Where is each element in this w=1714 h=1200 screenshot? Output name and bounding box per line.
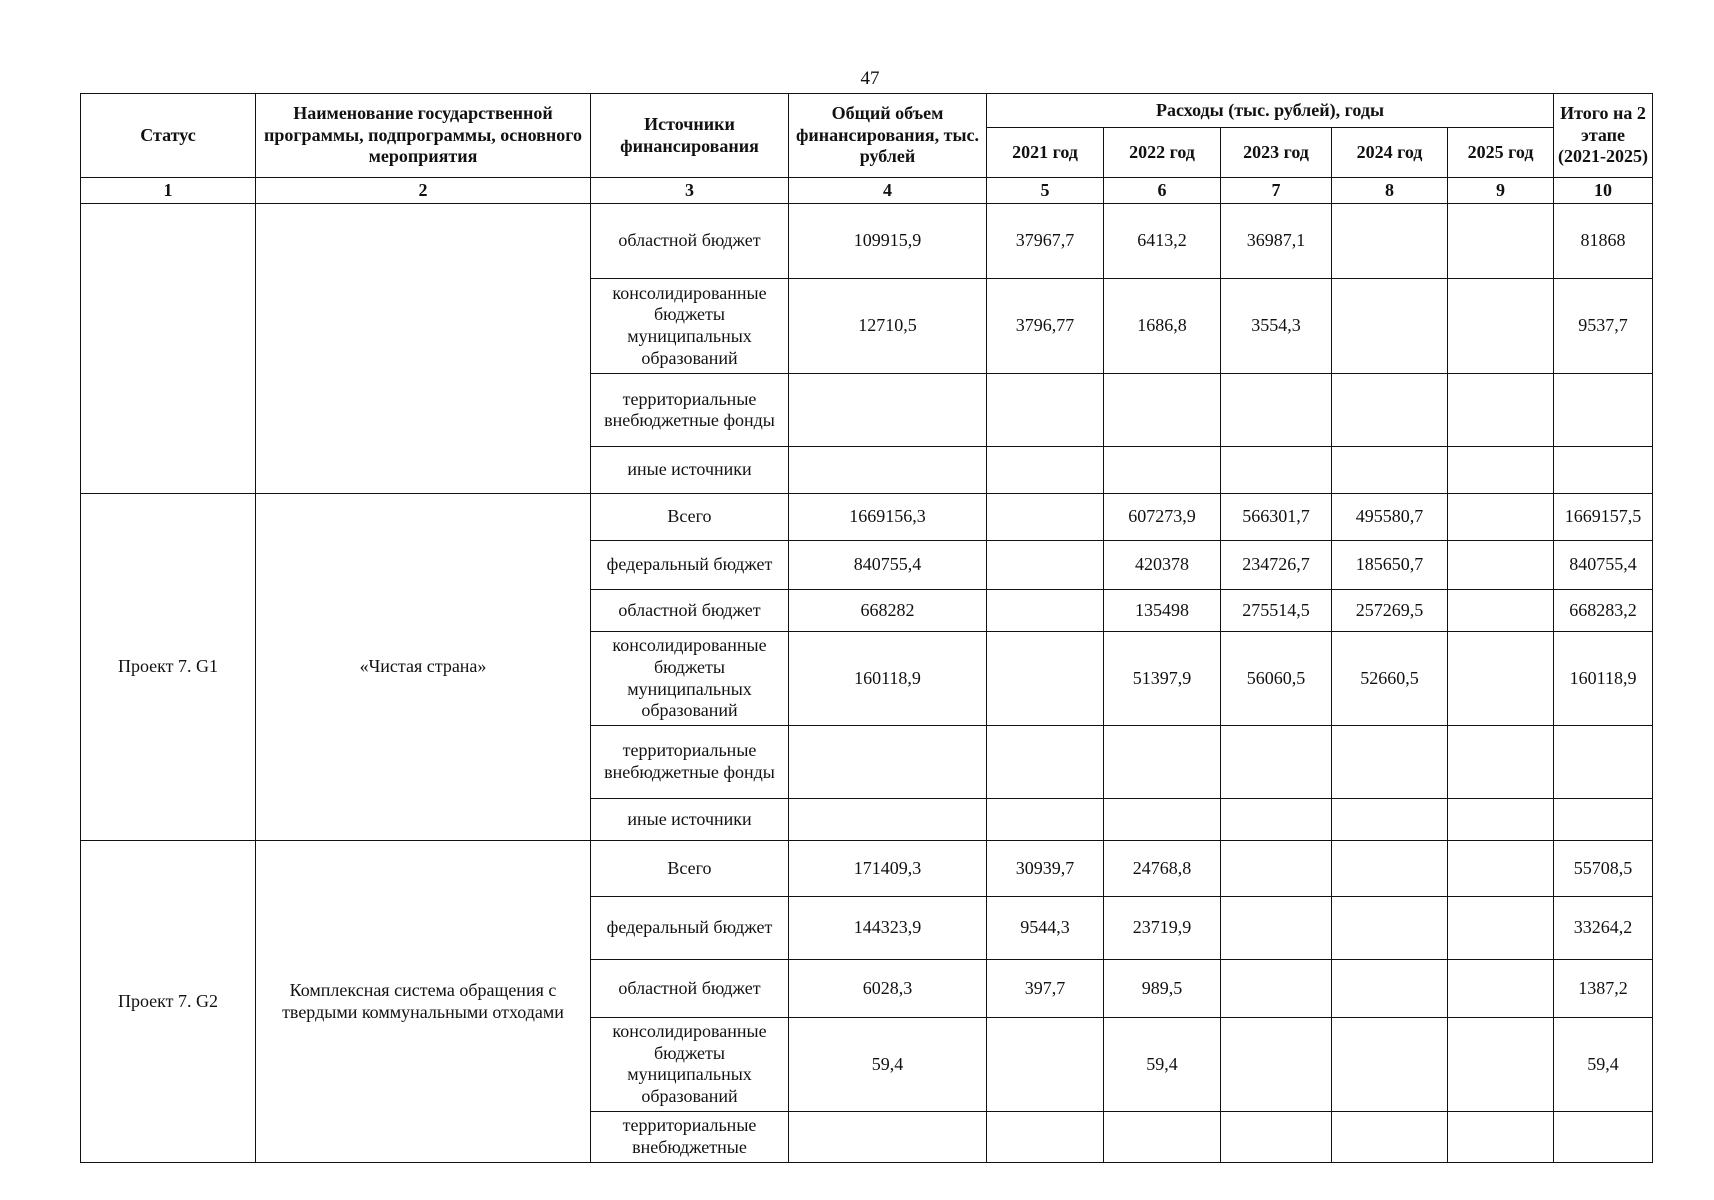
value-cell bbox=[1448, 841, 1554, 896]
value-cell: 668282 bbox=[789, 589, 987, 632]
value-cell bbox=[1554, 726, 1653, 798]
header-year: 2023 год bbox=[1221, 128, 1332, 178]
value-cell bbox=[1104, 726, 1221, 798]
program-name-cell: «Чистая страна» bbox=[256, 493, 591, 840]
status-cell: Проект 7. G1 bbox=[81, 493, 256, 840]
funding-source-cell: Всего bbox=[591, 841, 789, 896]
value-cell bbox=[1332, 896, 1448, 960]
value-cell bbox=[987, 1017, 1104, 1111]
table-row bbox=[81, 204, 1653, 279]
funding-source-cell: федеральный бюджет bbox=[591, 896, 789, 960]
header-total: Общий объем финансирования, тыс. рублей bbox=[789, 94, 987, 178]
column-number: 9 bbox=[1448, 178, 1554, 204]
value-cell bbox=[1332, 446, 1448, 493]
value-cell bbox=[1448, 960, 1554, 1018]
value-cell bbox=[1448, 446, 1554, 493]
value-cell: 36987,1 bbox=[1221, 204, 1332, 279]
value-cell bbox=[1221, 374, 1332, 446]
program-name-cell bbox=[256, 204, 591, 494]
funding-source-cell: консолидированные бюджеты муниципальных образований bbox=[591, 1017, 789, 1111]
value-cell: 171409,3 bbox=[789, 841, 987, 896]
value-cell bbox=[987, 446, 1104, 493]
column-number: 1 bbox=[81, 178, 256, 204]
value-cell: 9537,7 bbox=[1554, 278, 1653, 374]
funding-source-cell: областной бюджет bbox=[591, 589, 789, 632]
value-cell bbox=[1221, 446, 1332, 493]
value-cell: 840755,4 bbox=[1554, 540, 1653, 589]
value-cell: 989,5 bbox=[1104, 960, 1221, 1018]
value-cell bbox=[1448, 278, 1554, 374]
value-cell: 6413,2 bbox=[1104, 204, 1221, 279]
value-cell bbox=[1554, 1111, 1653, 1162]
value-cell: 51397,9 bbox=[1104, 632, 1221, 726]
value-cell bbox=[1448, 374, 1554, 446]
value-cell bbox=[1104, 1111, 1221, 1162]
header-year: 2024 год bbox=[1332, 128, 1448, 178]
value-cell bbox=[1221, 726, 1332, 798]
value-cell: 55708,5 bbox=[1554, 841, 1653, 896]
value-cell: 135498 bbox=[1104, 589, 1221, 632]
value-cell bbox=[987, 589, 1104, 632]
value-cell bbox=[789, 726, 987, 798]
value-cell bbox=[789, 798, 987, 841]
value-cell bbox=[987, 493, 1104, 540]
value-cell bbox=[1332, 204, 1448, 279]
value-cell bbox=[1104, 798, 1221, 841]
value-cell bbox=[1448, 540, 1554, 589]
header-status: Статус bbox=[81, 94, 256, 178]
value-cell: 30939,7 bbox=[987, 841, 1104, 896]
header-year: 2022 год bbox=[1104, 128, 1221, 178]
value-cell: 1686,8 bbox=[1104, 278, 1221, 374]
value-cell bbox=[789, 374, 987, 446]
value-cell: 52660,5 bbox=[1332, 632, 1448, 726]
status-cell: Проект 7. G2 bbox=[81, 841, 256, 1163]
value-cell: 33264,2 bbox=[1554, 896, 1653, 960]
value-cell bbox=[1554, 798, 1653, 841]
value-cell bbox=[1221, 896, 1332, 960]
column-number: 10 bbox=[1554, 178, 1653, 204]
funding-source-cell: иные источники bbox=[591, 798, 789, 841]
budget-table bbox=[80, 93, 1653, 1163]
value-cell: 234726,7 bbox=[1221, 540, 1332, 589]
value-cell bbox=[1104, 446, 1221, 493]
value-cell bbox=[1448, 632, 1554, 726]
funding-source-cell: областной бюджет bbox=[591, 960, 789, 1018]
value-cell: 6028,3 bbox=[789, 960, 987, 1018]
value-cell: 3554,3 bbox=[1221, 278, 1332, 374]
funding-source-cell: консолидированные бюджеты муниципальных образований bbox=[591, 278, 789, 374]
funding-source-cell: иные источники bbox=[591, 446, 789, 493]
value-cell bbox=[789, 1111, 987, 1162]
header-program: Наименование государственной программы, подпрограммы, основного мероприятия bbox=[256, 94, 591, 178]
value-cell bbox=[987, 374, 1104, 446]
value-cell bbox=[987, 1111, 1104, 1162]
value-cell bbox=[1332, 726, 1448, 798]
value-cell bbox=[987, 798, 1104, 841]
value-cell: 160118,9 bbox=[789, 632, 987, 726]
column-number: 6 bbox=[1104, 178, 1221, 204]
value-cell bbox=[1332, 841, 1448, 896]
value-cell bbox=[1448, 726, 1554, 798]
value-cell bbox=[1221, 1111, 1332, 1162]
value-cell bbox=[1554, 374, 1653, 446]
value-cell bbox=[1448, 1111, 1554, 1162]
value-cell bbox=[1448, 1017, 1554, 1111]
value-cell: 109915,9 bbox=[789, 204, 987, 279]
table-row bbox=[81, 493, 1653, 540]
value-cell: 1669157,5 bbox=[1554, 493, 1653, 540]
funding-source-cell: территориальные внебюджетные фонды bbox=[591, 374, 789, 446]
table-header bbox=[81, 94, 1653, 204]
funding-source-cell: территориальные внебюджетные фонды bbox=[591, 726, 789, 798]
value-cell: 495580,7 bbox=[1332, 493, 1448, 540]
value-cell: 9544,3 bbox=[987, 896, 1104, 960]
value-cell: 275514,5 bbox=[1221, 589, 1332, 632]
value-cell bbox=[1448, 589, 1554, 632]
value-cell bbox=[1332, 374, 1448, 446]
column-number: 8 bbox=[1332, 178, 1448, 204]
value-cell: 840755,4 bbox=[789, 540, 987, 589]
value-cell: 56060,5 bbox=[1221, 632, 1332, 726]
value-cell bbox=[1221, 798, 1332, 841]
header-itogo: Итого на 2 этапе (2021-2025) bbox=[1554, 94, 1653, 178]
value-cell: 1669156,3 bbox=[789, 493, 987, 540]
funding-source-cell: областной бюджет bbox=[591, 204, 789, 279]
value-cell: 59,4 bbox=[1554, 1017, 1653, 1111]
value-cell: 257269,5 bbox=[1332, 589, 1448, 632]
funding-source-cell: территориальные внебюджетные bbox=[591, 1111, 789, 1162]
value-cell: 24768,8 bbox=[1104, 841, 1221, 896]
value-cell bbox=[987, 726, 1104, 798]
value-cell bbox=[1332, 1111, 1448, 1162]
value-cell bbox=[1332, 798, 1448, 841]
value-cell: 566301,7 bbox=[1221, 493, 1332, 540]
value-cell bbox=[1448, 493, 1554, 540]
value-cell bbox=[1221, 960, 1332, 1018]
value-cell bbox=[1221, 841, 1332, 896]
value-cell: 185650,7 bbox=[1332, 540, 1448, 589]
value-cell: 1387,2 bbox=[1554, 960, 1653, 1018]
value-cell bbox=[1448, 798, 1554, 841]
funding-source-cell: федеральный бюджет bbox=[591, 540, 789, 589]
value-cell: 3796,77 bbox=[987, 278, 1104, 374]
value-cell bbox=[987, 540, 1104, 589]
program-name-cell: Комплексная система обращения с твердыми коммунальными отходами bbox=[256, 841, 591, 1163]
value-cell: 420378 bbox=[1104, 540, 1221, 589]
value-cell: 59,4 bbox=[1104, 1017, 1221, 1111]
column-number: 2 bbox=[256, 178, 591, 204]
value-cell: 37967,7 bbox=[987, 204, 1104, 279]
value-cell: 397,7 bbox=[987, 960, 1104, 1018]
value-cell: 12710,5 bbox=[789, 278, 987, 374]
value-cell bbox=[789, 446, 987, 493]
page-number: 47 bbox=[860, 68, 880, 89]
value-cell: 160118,9 bbox=[1554, 632, 1653, 726]
value-cell: 23719,9 bbox=[1104, 896, 1221, 960]
value-cell bbox=[1554, 446, 1653, 493]
value-cell bbox=[1332, 278, 1448, 374]
column-number: 3 bbox=[591, 178, 789, 204]
funding-source-cell: консолидированные бюджеты муниципальных образований bbox=[591, 632, 789, 726]
header-sources: Источники финансирования bbox=[591, 94, 789, 178]
status-cell bbox=[81, 204, 256, 494]
value-cell: 59,4 bbox=[789, 1017, 987, 1111]
value-cell: 668283,2 bbox=[1554, 589, 1653, 632]
value-cell bbox=[1448, 204, 1554, 279]
table-body bbox=[81, 204, 1653, 1163]
header-year: 2025 год bbox=[1448, 128, 1554, 178]
value-cell: 144323,9 bbox=[789, 896, 987, 960]
table-row bbox=[81, 841, 1653, 896]
value-cell: 607273,9 bbox=[1104, 493, 1221, 540]
column-number: 5 bbox=[987, 178, 1104, 204]
value-cell bbox=[1332, 1017, 1448, 1111]
header-expenses: Расходы (тыс. рублей), годы bbox=[987, 94, 1554, 128]
value-cell: 81868 bbox=[1554, 204, 1653, 279]
value-cell bbox=[987, 632, 1104, 726]
funding-source-cell: Всего bbox=[591, 493, 789, 540]
header-year: 2021 год bbox=[987, 128, 1104, 178]
column-number: 7 bbox=[1221, 178, 1332, 204]
value-cell bbox=[1104, 374, 1221, 446]
value-cell bbox=[1332, 960, 1448, 1018]
column-numbers-row bbox=[81, 178, 1653, 204]
value-cell bbox=[1221, 1017, 1332, 1111]
value-cell bbox=[1448, 896, 1554, 960]
column-number: 4 bbox=[789, 178, 987, 204]
